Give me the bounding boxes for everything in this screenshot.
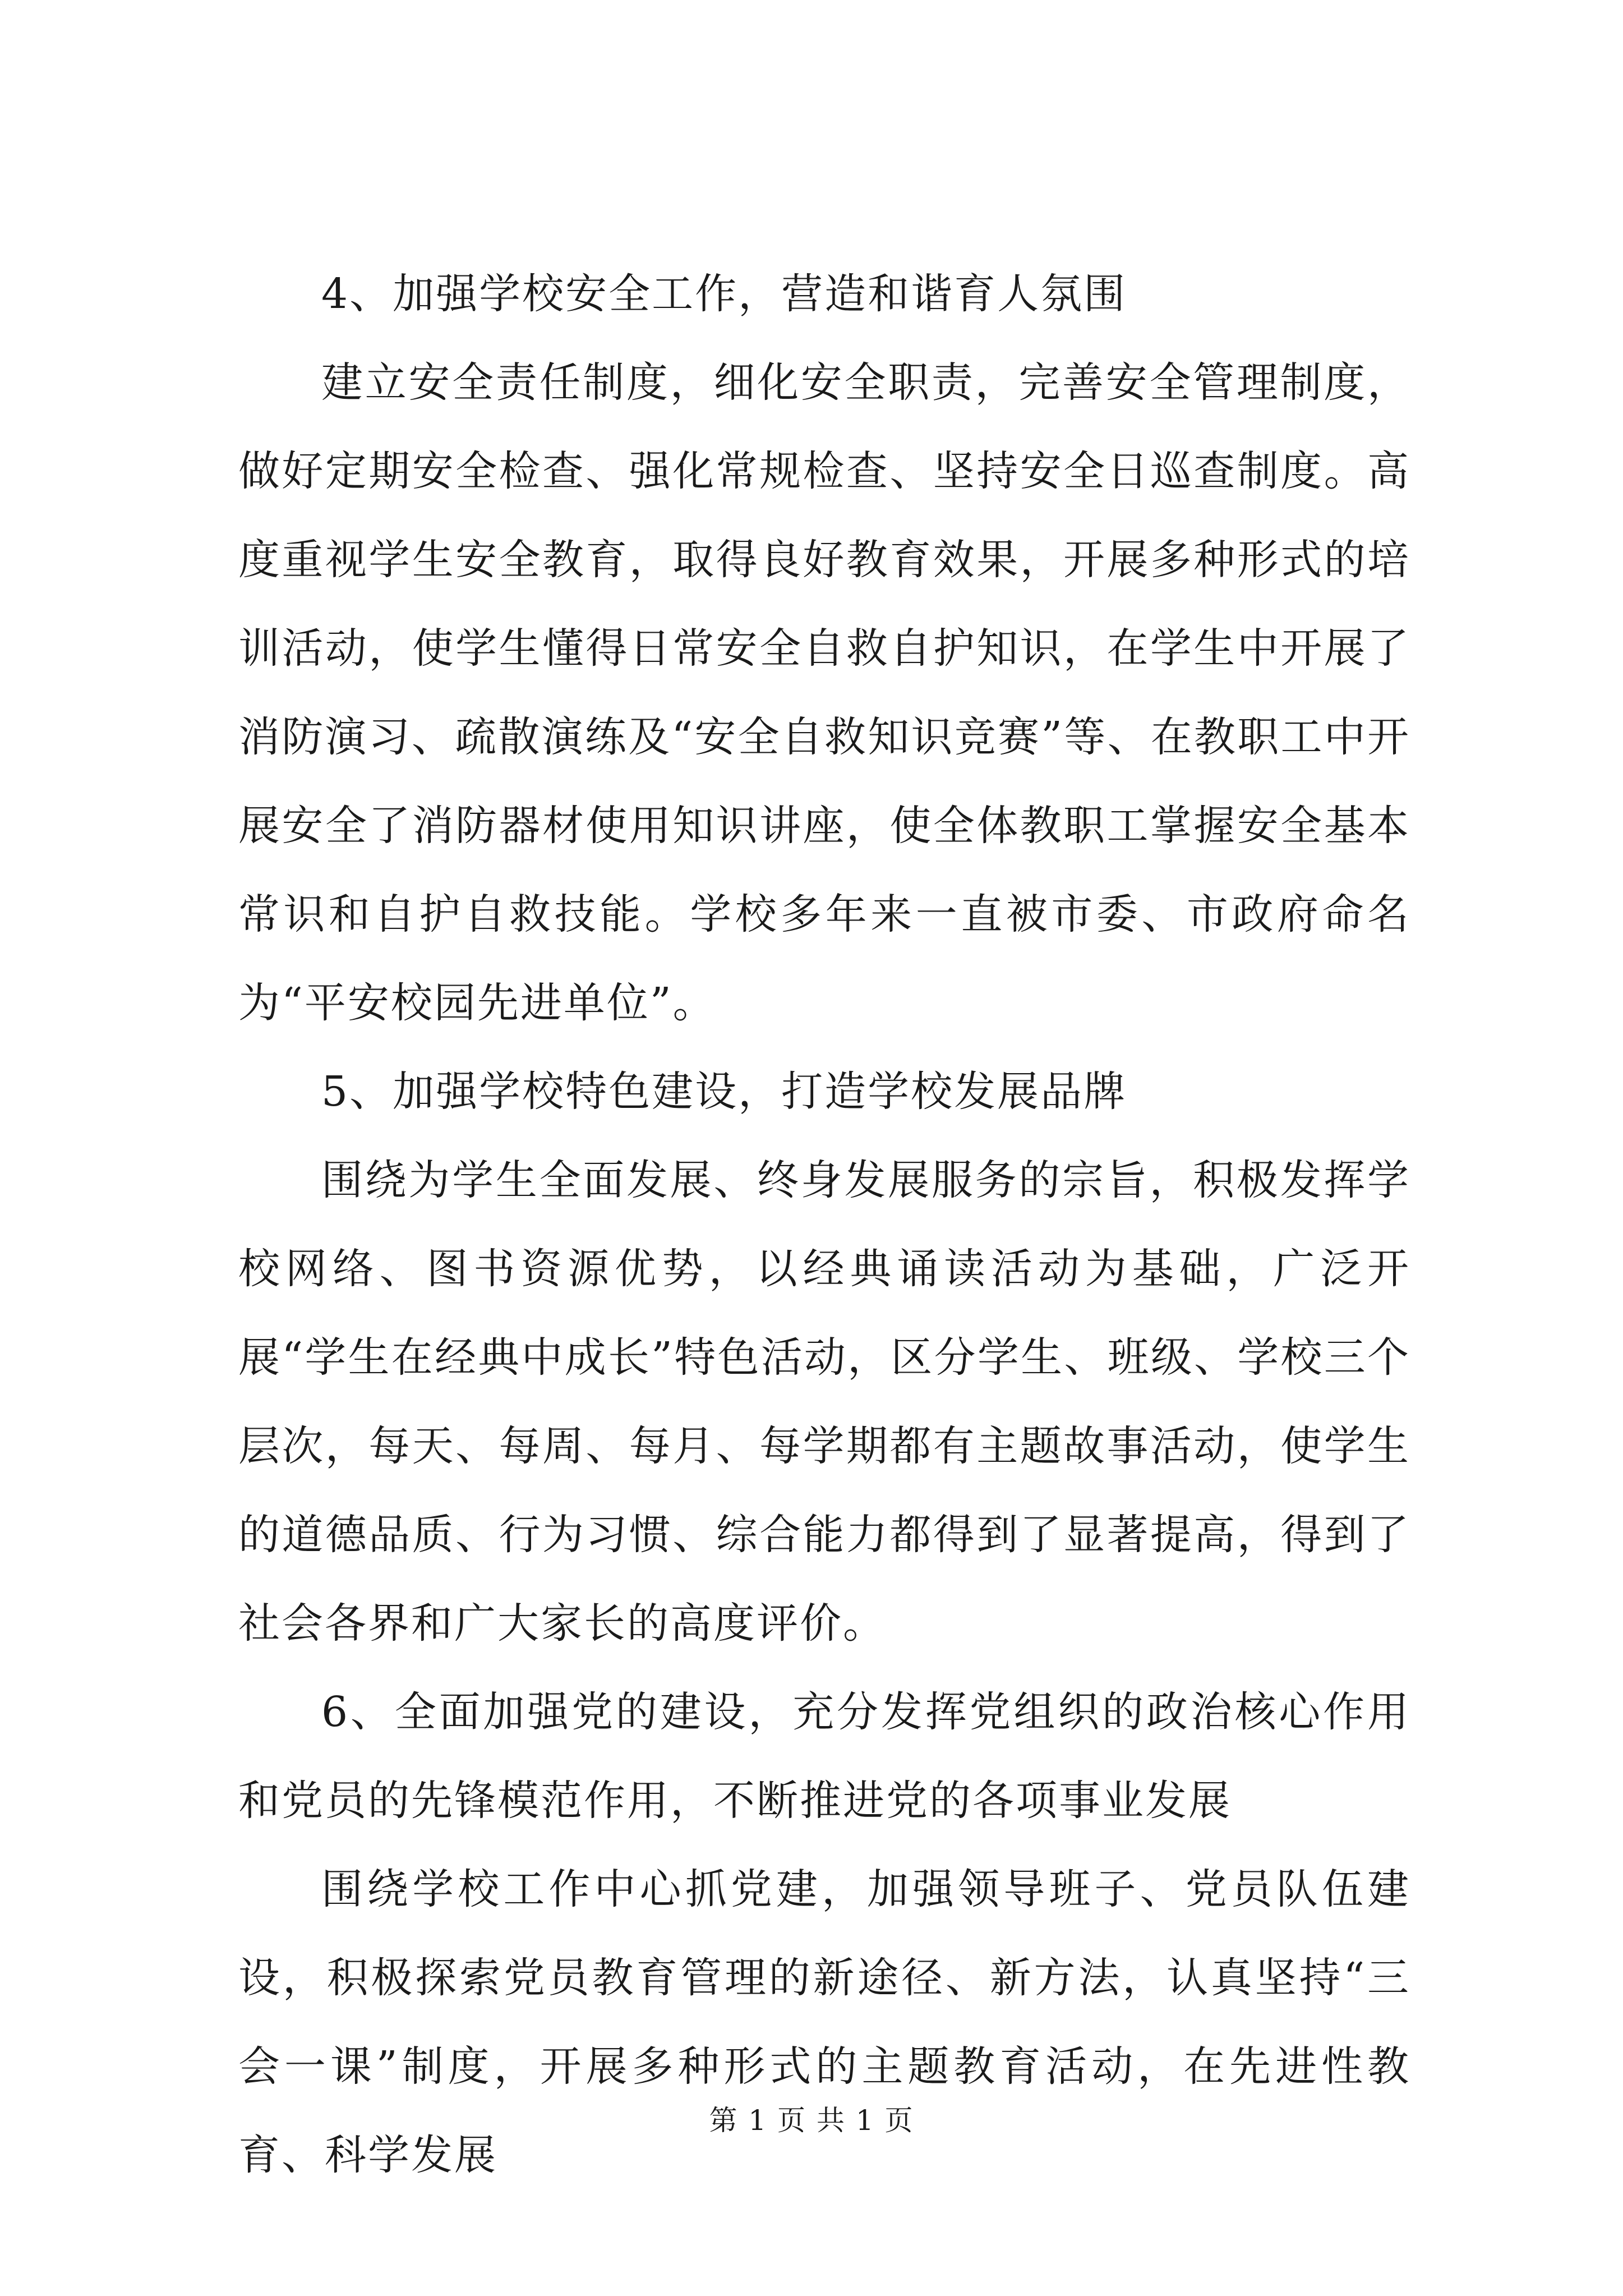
section-heading-5: 5、加强学校特色建设，打造学校发展品牌	[321, 1068, 1127, 1116]
section-body-4: 建立安全责任制度，细化安全职责，完善安全管理制度，做好定期安全检查、强化常规检查、坚持安全日巡查制度。高度重视学生安全教育，取得良好教育效果，开展多种形式的培训活动，使学生懂得日常安全自救自护知识，在学生中开展了消防演习、疏散演练及“安全自救知识竞赛”等、在教职工中开展安全了消防器材使用知识讲座，使全体教职工掌握安全基本常识和自护自救技能。学校多年来一直被市委、市政府命名为“平安校园先进单位”。	[238, 358, 1410, 1027]
document-body	[238, 250, 1410, 2200]
page-footer: 第 1 页 共 1 页	[709, 2104, 914, 2137]
section-body-6: 围绕学校工作中心抓党建，加强领导班子、党员队伍建设，积极探索党员教育管理的新途径、新方法，认真坚持“三会一课”制度，开展多种形式的主题教育活动，在先进性教育、科学发展	[238, 1865, 1410, 2179]
section-body-5: 围绕为学生全面发展、终身发展服务的宗旨，积极发挥学校网络、图书资源优势，以经典诵读活动为基础，广泛开展“学生在经典中成长”特色活动，区分学生、班级、学校三个层次，每天、每周、每月、每学期都有主题故事活动，使学生的道德品质、行为习惯、综合能力都得到了显著提高，得到了社会各界和广大家长的高度评价。	[238, 1156, 1410, 1648]
section-heading-6: 6、全面加强党的建设，充分发挥党组织的政治核心作用和党员的先锋模范作用，不断推进党的各项事业发展	[238, 1688, 1410, 1825]
section-heading-4: 4、加强学校安全工作，营造和谐育人氛围	[321, 270, 1127, 318]
